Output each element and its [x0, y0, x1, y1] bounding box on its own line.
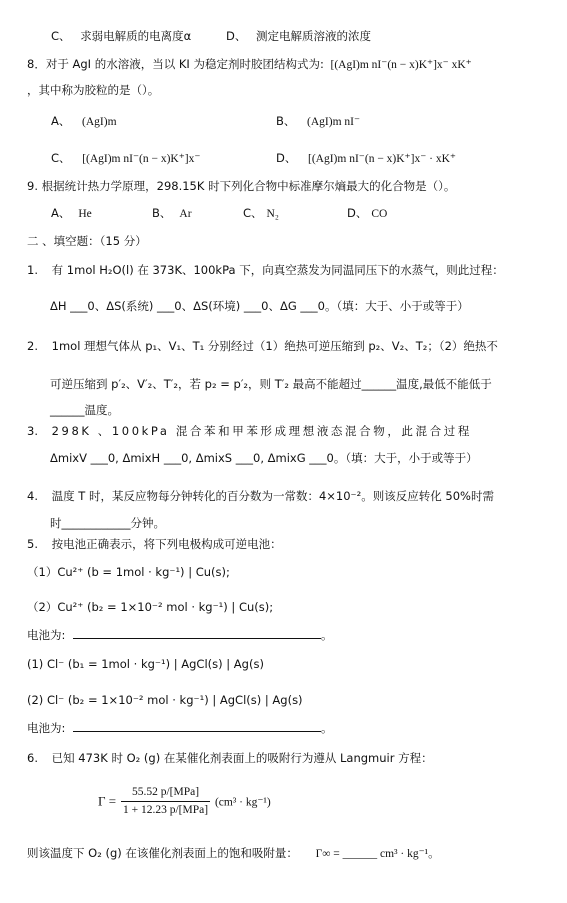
f6-answer: Γ∞ = ______ cm³ · kg⁻¹。: [315, 848, 440, 860]
q7-option-c: [51, 28, 191, 44]
q8-stem: [27, 56, 472, 73]
f6-fraction: [121, 785, 210, 818]
q7-option-d-text: 测定电解质溶液的浓度: [256, 29, 372, 43]
q9-option-b: B、 Ar: [152, 206, 192, 220]
f5-battery-2: 电池为: 。: [27, 721, 333, 735]
q8-option-a: A、 (AgI)m: [51, 114, 117, 128]
f6-langmuir-equation: [98, 785, 271, 818]
f3-number: 3.: [27, 424, 38, 438]
q8-stem-cont: [27, 82, 159, 98]
f5-battery-2-blank[interactable]: [73, 720, 321, 732]
f5-electrode-a1: （1）Cu²⁺ (b = 1mol · kg⁻¹) | Cu(s);: [27, 565, 230, 579]
q9-stem-text: 根据统计热力学原理，298.15K 时下列化合物中标准摩尔熵最大的化合物是（）。: [41, 179, 456, 193]
f6-number: 6.: [27, 751, 38, 765]
f5-battery-1-blank[interactable]: [73, 627, 321, 639]
f6-denominator: 1 + 12.23 p/[MPa]: [122, 804, 209, 816]
q8-option-d: D、 [(AgI)m nI⁻(n − x)K⁺]x⁻ · xK⁺: [276, 151, 456, 165]
f4-line1: 4. 温度 T 时，某反应物每分钟转化的百分数为一常数：4×10⁻²。则该反应转化 50%时需: [27, 489, 494, 503]
f5-battery-label: 电池为:: [27, 628, 66, 642]
q8-option-c: C、 [(AgI)m nI⁻(n − x)K⁺]x⁻: [51, 151, 201, 165]
f2-line3: ______温度。: [50, 403, 119, 417]
q8-stem-a: 对于 AgI 的水溶液，当以 KI 为稳定剂时胶团结构式为:: [45, 57, 324, 71]
f5-battery-1: 电池为: 。: [27, 628, 333, 642]
f2-line1: 2. 1mol 理想气体从 p₁、V₁、T₁ 分别经过（1）绝热可逆压缩到 p₂、V₂、T₂；（2）绝热不: [27, 339, 498, 353]
q9-number: 9.: [27, 179, 38, 193]
section-heading: 二 、填空题：（15 分）: [27, 234, 147, 248]
f5-electrode-b2: (2) Cl⁻ (b₂ = 1×10⁻² mol · kg⁻¹) | AgCl(s) | Ag(s): [27, 693, 303, 707]
f5-electrode-b1: (1) Cl⁻ (b₁ = 1mol · kg⁻¹) | AgCl(s) | Ag(s): [27, 657, 264, 671]
f4-number: 4.: [27, 489, 38, 503]
f3-line2: ΔmixV ___0, ΔmixH ___0, ΔmixS ___0, ΔmixG ___0。（填：大于，小于或等于）: [50, 451, 478, 465]
q9-option-c: C、 N₂: [243, 206, 279, 220]
q8-option-b: B、 (AgI)m nI⁻: [276, 114, 361, 128]
f6-unit: (cm³ · kg⁻¹): [214, 796, 271, 809]
q8-formula: [(AgI)m nI⁻(n − x)K⁺]x⁻ xK⁺: [330, 59, 472, 71]
q7-option-d-label: D、: [226, 29, 247, 43]
f2-number: 2.: [27, 339, 38, 353]
q9-stem: [27, 178, 455, 194]
f1-line1: 1. 有 1mol H₂O(l) 在 373K、100kPa 下，向真空蒸发为同温同压下的水蒸气，则此过程：: [27, 263, 504, 277]
f6-numerator: 55.52 p/[MPa]: [121, 785, 210, 802]
f3-line1: 3. 298K 、100kPa 混合苯和甲苯形成理想液态混合物，此混合过程: [27, 424, 472, 438]
f5-electrode-a2: （2）Cu²⁺ (b₂ = 1×10⁻² mol · kg⁻¹) | Cu(s);: [27, 600, 274, 614]
q8-number: 8．: [27, 57, 46, 71]
q7-option-c-label: C、: [51, 29, 71, 43]
f1-number: 1.: [27, 263, 38, 277]
f2-line2: 可逆压缩到 p′₂、V′₂、T′₂，若 p₂ = p′₂，则 T′₂ 最高不能超过______温度,最低不能低于: [50, 377, 492, 391]
f4-line2: 时____________分钟。: [50, 516, 165, 530]
q7-option-d: [226, 28, 371, 44]
f5-number: 5.: [27, 537, 38, 551]
q9-option-d: D、 CO: [347, 206, 388, 220]
q9-option-a: A、 He: [51, 206, 92, 220]
f6-gamma: Γ =: [98, 793, 117, 809]
q8-stem-b: ，其中称为胶粒的是（）。: [27, 83, 160, 97]
f1-line2: ΔH ___0、ΔS(系统) ___0、ΔS(环境) ___0、ΔG ___0。（填：大于、小于或等于）: [50, 299, 469, 313]
f5-intro: 5. 按电池正确表示，将下列电极构成可逆电池：: [27, 537, 282, 551]
f6-intro: 6. 已知 473K 时 O₂ (g) 在某催化剂表面上的吸附行为遵从 Langmuir 方程：: [27, 751, 433, 765]
q7-option-c-text: 求弱电解质的电离度α: [80, 29, 192, 43]
f5-battery-label-2: 电池为:: [27, 721, 66, 735]
f6-question: 则该温度下 O₂ (g) 在该催化剂表面上的饱和吸附量： Γ∞ = ______ cm³ · kg⁻¹。: [27, 846, 440, 860]
